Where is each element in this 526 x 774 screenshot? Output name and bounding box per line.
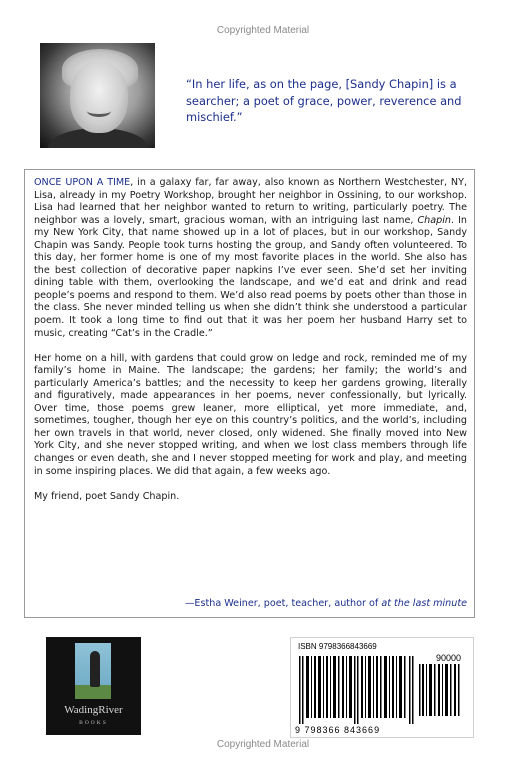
paragraph-1-text-b: . In my New York City, that name showed up in a lot of places, but in our workshop, Sandy Chapin was Sandy. People took turns hosting the group, and Sandy often volunteered. To this day, her former home is one of my most favorite places in the world. She also has the best collection of decorative paper napkins I’ve ever seen. She’d set her inviting dining table with them, overlooking the landscape, and we’d eat and drink and read people’s poems and respond to them. We’d also read poems by poets other than those in the class. She never minded telling us when she didn’t think she understood a particular poem. It took a long time to find out that it was her poem her husband Harry set to music, creating “Cat’s in the Cradle.” [34, 214, 467, 339]
paragraph-1-text-a: , in a galaxy far, far away, also known as Northern Westchester, NY, Lisa, already in my Poetry Workshop, brought her neighbor in Ossining, to our workshop. Lisa had learned that her neighbor wanted to return to writing, particularly poetry. The neighbor was a lovely, smart, gracious woman, with an intriguing last name, [34, 177, 467, 226]
blurb-body [34, 177, 467, 516]
publisher-sub: BOOKS [79, 720, 108, 726]
price-code: 90000 [435, 653, 461, 663]
publisher-name: WadingRiver [64, 704, 123, 716]
barcode-bars [299, 656, 415, 724]
publisher-logo [46, 637, 141, 735]
barcode-digits: 9 798366 843669 [295, 725, 381, 735]
attribution-text: —Estha Weiner, poet, teacher, author of [184, 598, 382, 609]
paragraph-2: Her home on a hill, with gardens that could grow on ledge and rock, reminded me of my family’s home in Maine. The landscape; the gardens; her family; the world’s and particularly America’s battles; and the necessity to keep her gardens growing, literally and figuratively, made appearances in her poems, never confessionally, but lyrically. Over time, those poems grew leaner, more elliptical, yet more immediate, and, sometimes, tougher, though her eye on this country’s politics, and the world’s, including her own travels in that world, never closed, only widened. She finally moved into New York City, and she never stopped writing, and when we lost class members through life changes or even death, she and I never stopped meeting for work and play, and meeting in some inspiring places. We did that again, a few weeks ago. [34, 352, 467, 477]
pull-quote: “In her life, as on the page, [Sandy Chapin] is a searcher; a poet of grace, power, reverence and mischief.” [186, 77, 462, 124]
paragraph-1-name: Chapin [417, 214, 451, 226]
reader-figure-icon [90, 651, 100, 687]
author-photo [40, 43, 155, 148]
isbn-barcode [290, 637, 474, 738]
paragraph-3: My friend, poet Sandy Chapin. [34, 490, 180, 502]
paragraph-lead: ONCE UPON A TIME [34, 177, 131, 188]
addon-barcode-bars [419, 664, 461, 716]
attribution-book-title: at the last minute [381, 598, 467, 609]
isbn-label: ISBN 9798366843669 [298, 642, 377, 651]
paragraph-1 [34, 177, 467, 340]
attribution [34, 598, 467, 609]
copyright-watermark-bottom: Copyrighted Material [216, 739, 310, 750]
copyright-watermark-top: Copyrighted Material [216, 25, 310, 36]
